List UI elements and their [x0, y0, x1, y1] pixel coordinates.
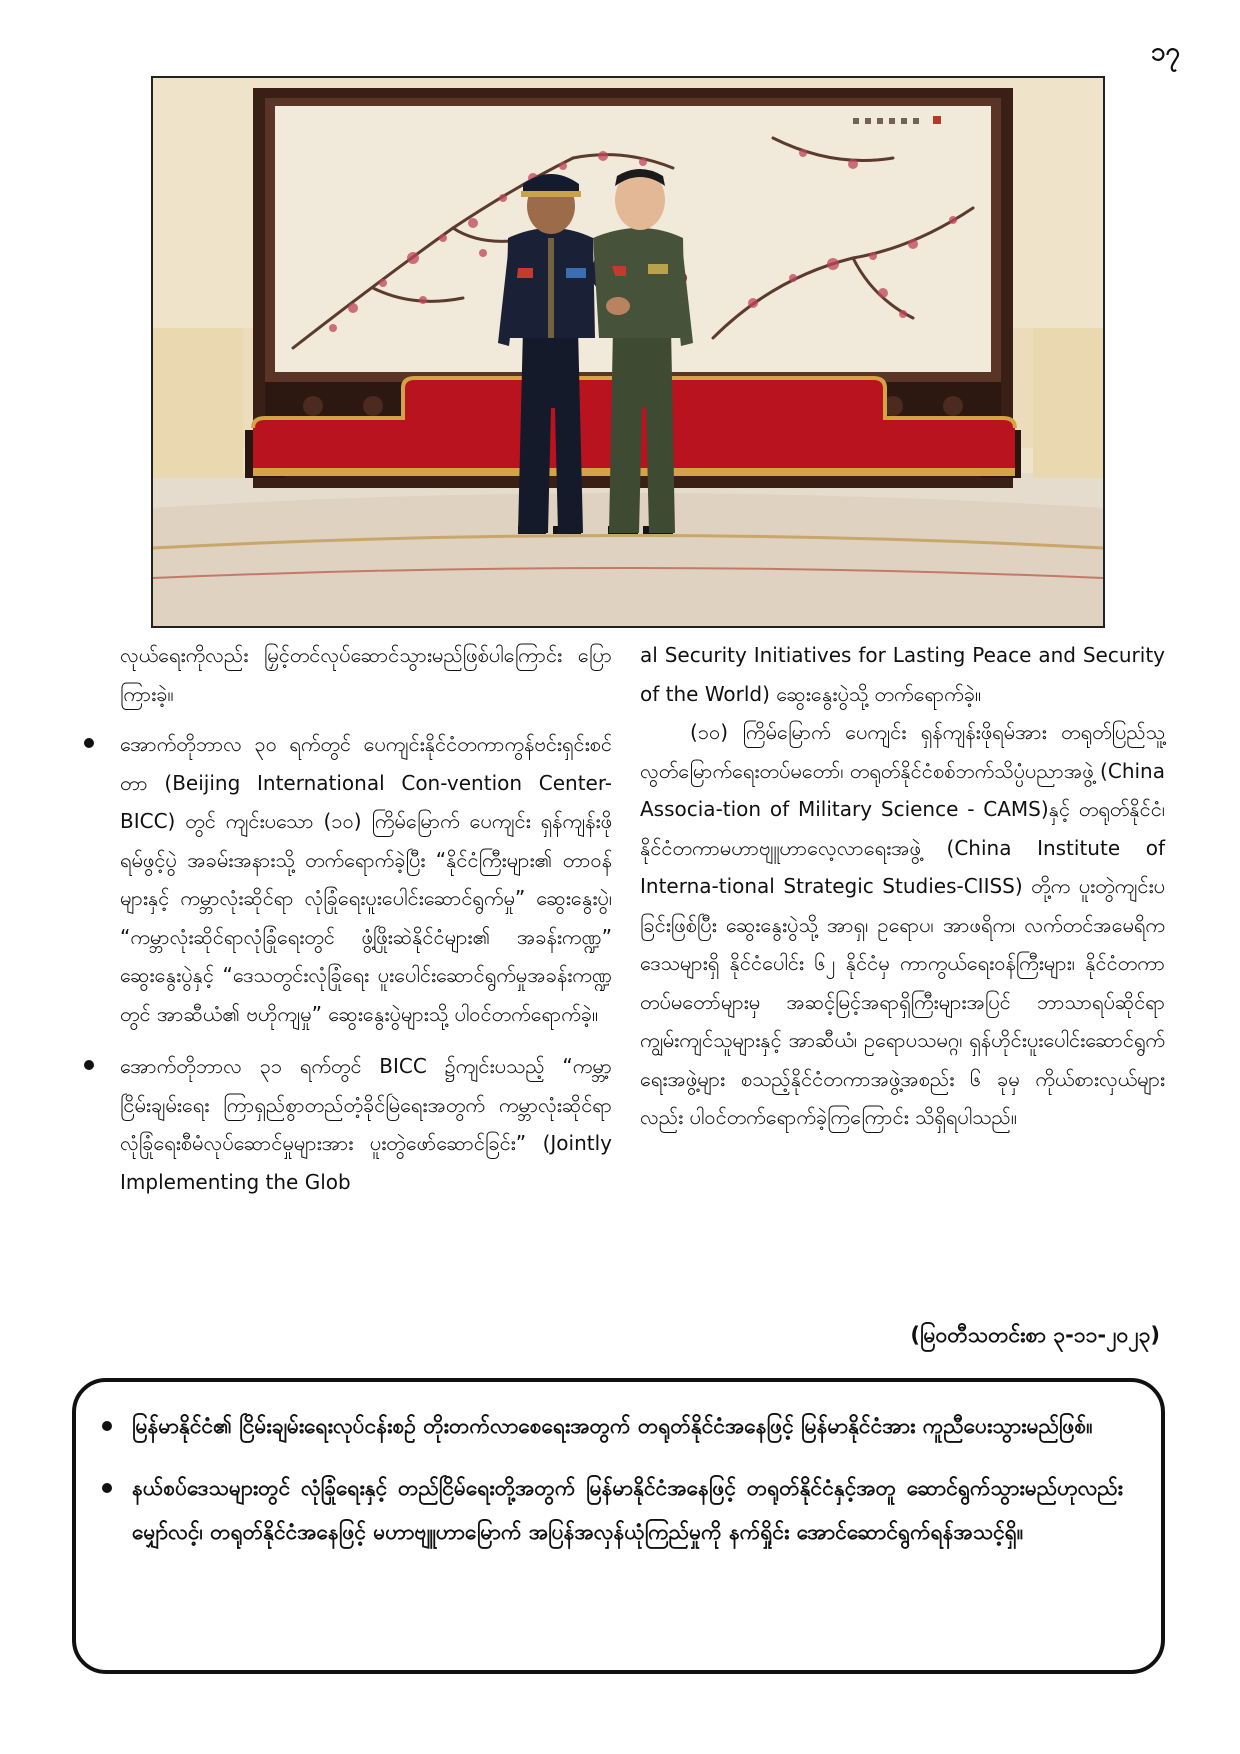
paragraph-continuation: လုယ်ရေးကိုလည်း မြှင့်တင်လုပ်ဆောင်သွားမည်ဖြစ်ပါကြောင်း ပြောကြားခဲ့။	[120, 643, 612, 706]
list-item-text: အောက်တိုဘာလ ၃၁ ရက်တွင် BICC ၌ကျင်းပသည့် “ကမ္ဘာ့ငြိမ်းချမ်းရေး ကြာရှည်စွာတည်တံ့ခိုင်မြဲရေးအတွက် ကမ္ဘာလုံးဆိုင်ရာ လုံခြုံရေးစီမံလုပ်ဆောင်မှုများအား ပူးတွဲဖော်ဆောင်ခြင်း” (Jointly Implementing the Glob	[120, 1054, 612, 1194]
highlight-box	[72, 1378, 1165, 1674]
paragraph: (၁၀) ကြိမ်မြောက် ပေကျင်း ရှန်ကျန်းဖိုရမ်အား တရုတ်ပြည်သူ့လွတ်မြောက်ရေးတပ်မတော်၊ တရုတ်နိုင်ငံစစ်ဘက်သိပ္ပံပညာအဖွဲ့ (China Associa-tion of Military Science - CAMS)နှင့် တရုတ်နိုင်ငံ၊ နိုင်ငံတကာမဟာဗျူဟာလေ့လာရေးအဖွဲ့ (China Institute of Interna-tional Strategic Studies-CIISS) တို့က ပူးတွဲကျင်းပခြင်းဖြစ်ပြီး ဆွေးနွေးပွဲသို့ အာရှ၊ ဥရောပ၊ အာဖရိက၊ လက်တင်အမေရိကဒေသများရှိ နိုင်ငံပေါင်း ၆၂ နိုင်ငံမှ ကာကွယ်ရေးဝန်ကြီးများ၊ နိုင်ငံတကာတပ်မတော်များမှ အဆင့်မြင့်အရာရှိကြီးများအပြင် ဘာသာရပ်ဆိုင်ရာကျွမ်းကျင်သူများနှင့် အာဆီယံ၊ ဥရောပသမဂ္ဂ၊ ရှန်ဟိုင်းပူးပေါင်းဆောင်ရွက်ရေးအဖွဲ့များ စသည့်နိုင်ငံတကာအဖွဲ့အစည်း ၆ ခုမှ ကိုယ်စားလှယ်များလည်း ပါဝင်တက်ရောက်ခဲ့ကြကြောင်း သိရှိရပါသည်။	[640, 720, 1165, 1129]
highlight-item	[132, 1404, 1123, 1448]
list-item	[120, 1047, 612, 1201]
highlight-item	[132, 1466, 1123, 1554]
page-number: ၁၇	[1150, 37, 1180, 67]
bullet-icon	[84, 738, 94, 748]
highlight-item-text: နယ်စပ်ဒေသများတွင် လုံခြုံရေးနှင့် တည်ငြိမ်ရေးတို့အတွက် မြန်မာနိုင်ငံအနေဖြင့် တရုတ်နိုင်ငံနှင့်အတူ ဆောင်ရွက်သွားမည်ဟုလည်း မျှော်လင့်၊ တရုတ်နိုင်ငံအနေဖြင့် မဟာဗျူဟာမြောက် အပြန်အလှန်ယုံကြည်မှုကို နက်ရှိုင်း အောင်ဆောင်ရွက်ရန်အသင့်ရှိ။	[132, 1476, 1123, 1544]
source-citation: (မြဝတီသတင်းစာ ၃-၁၁-၂၀၂၃)	[910, 1323, 1160, 1347]
right-column	[640, 636, 1165, 1137]
bullet-icon	[102, 1421, 112, 1431]
bullet-icon	[102, 1483, 112, 1493]
paragraph-continuation: al Security Initiatives for Lasting Peace and Security of the World) ဆွေးနွေးပွဲသို့ တက်ရောက်ခဲ့။	[640, 643, 1165, 706]
left-column	[120, 636, 612, 1215]
list-item-text: အောက်တိုဘာလ ၃၀ ရက်တွင် ပေကျင်းနိုင်ငံတကာကွန်ဗင်းရှင်းစင်တာ (Beijing International Con-vention Center- BICC) တွင် ကျင်းပသော (၁၀) ကြိမ်မြောက် ပေကျင်း ရှန်ကျန်းဖိုရမ်ဖွင့်ပွဲ အခမ်းအနားသို့ တက်ရောက်ခဲ့ပြီး “နိုင်ငံကြီးများ၏ တာဝန်များနှင့် ကမ္ဘာလုံးဆိုင်ရာ လုံခြုံရေးပူးပေါင်းဆောင်ရွက်မှု” ဆွေးနွေးပွဲ၊ “ကမ္ဘာလုံးဆိုင်ရာလုံခြုံရေးတွင် ဖွံ့ဖြိုးဆဲနိုင်ငံများ၏ အခန်းကဏ္ဍ” ဆွေးနွေးပွဲနှင့် “ဒေသတွင်းလုံခြုံရေး ပူးပေါင်းဆောင်ရွက်မှုအခန်းကဏ္ဍတွင် အာဆီယံ၏ ဗဟိုကျမှု” ဆွေးနွေးပွဲများသို့ ပါဝင်တက်ရောက်ခဲ့။	[120, 732, 612, 1026]
news-photo	[151, 76, 1105, 628]
bullet-icon	[84, 1060, 94, 1070]
bullet-list	[120, 725, 612, 1201]
list-item	[120, 725, 612, 1033]
highlight-list	[132, 1404, 1123, 1554]
highlight-item-text: မြန်မာနိုင်ငံ၏ ငြိမ်းချမ်းရေးလုပ်ငန်းစဉ် တိုးတက်လာစေရေးအတွက် တရုတ်နိုင်ငံအနေဖြင့် မြန်မာနိုင်ငံအား ကူညီပေးသွားမည်ဖြစ်။	[132, 1414, 1093, 1438]
